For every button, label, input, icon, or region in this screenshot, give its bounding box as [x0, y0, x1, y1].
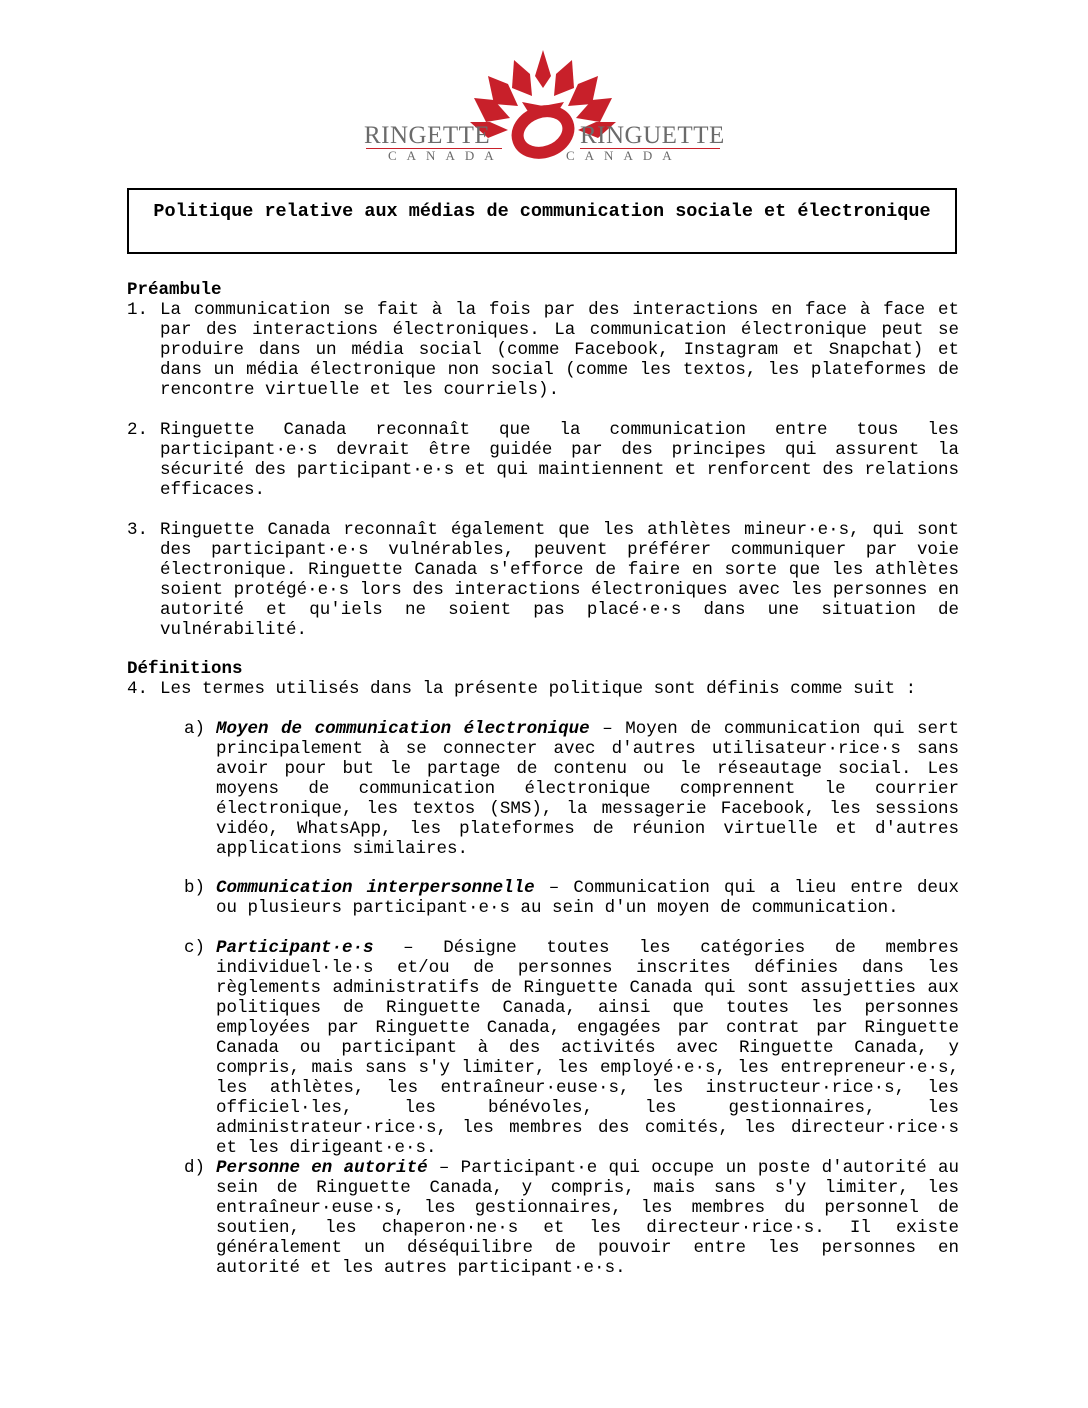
paragraph-2	[127, 420, 959, 500]
definition-c	[127, 938, 959, 1158]
definition-text: – Communication qui a lieu entre deux ou plusieurs participant·e·s au sein d'un moyen de communication.	[216, 878, 959, 918]
paragraph-3	[127, 520, 959, 640]
logo-ringette-text: RINGETTE	[364, 122, 491, 149]
definition-term: Moyen de communication électronique	[216, 719, 590, 739]
paragraph-text: La communication se fait à la fois par des interactions en face à face et par des interactions électroniques. La communication électronique peut se produire dans un média social (comme Facebook, Instagram et Snapchat) et dans un média électronique non social (comme les textos, les plateformes de rencontre virtuelle et les courriels).	[160, 300, 959, 400]
definition-letter: a)	[184, 719, 206, 739]
title-box	[127, 188, 957, 254]
definition-text: – Moyen de communication qui sert principalement à se connecter avec d'autres utilisateur·rice·s sans avoir pour but le partage de contenu ou le réseautage social. Les moyens de communication électronique comprennent le courrier électronique, les textos (SMS), la messagerie Facebook, les sessions vidéo, WhatsApp, les plateformes de réunion virtuelle et d'autres applications similaires.	[216, 719, 959, 859]
definition-term: Personne en autorité	[216, 1158, 428, 1178]
ringette-canada-logo	[362, 48, 724, 166]
definition-text: – Participant·e qui occupe un poste d'autorité au sein de Ringuette Canada, y compris, mais sans s'y limiter, les entraîneur·euse·s, les gestionnaires, les membres du personnel de soutien, les chaperon·ne·s et les directeur·rice·s. Il existe généralement un déséquilibre de pouvoir entre les personnes en autorité et les autres participant·e·s.	[216, 1158, 959, 1278]
paragraph-text: Ringuette Canada reconnaît que la communication entre tous les participant·e·s devrait être guidée par des principes qui assurent la sécurité des participant·e·s et qui maintiennent et renforcent des relations efficaces.	[160, 420, 959, 500]
definition-text: – Désigne toutes les catégories de membres individuel·le·s et/ou de personnes inscrites définies dans les règlements administratifs de Ringuette Canada qui sont assujetties aux politiques de Ringuette Canada, ainsi que toutes les personnes employées par Ringuette Canada, engagées par contrat par Ringuette Canada ou participant à des activités avec Ringuette Canada, y compris, mais sans s'y limiter, les employé·e·s, les entrepreneur·e·s, les athlètes, les entraîneur·euse·s, les instructeur·rice·s, les officiel·les, les bénévoles, les gestionnaires, les administrateur·rice·s, les membres des comités, les directeur·rice·s et les dirigeant·e·s.	[216, 938, 959, 1158]
definition-letter: c)	[184, 938, 206, 958]
definition-a	[127, 719, 959, 859]
logo-canada-right: CANADA	[566, 148, 682, 163]
definitions-heading: Définitions	[127, 659, 243, 679]
preamble-heading: Préambule	[127, 280, 222, 300]
definition-letter: b)	[184, 878, 206, 898]
paragraph-number: 2.	[127, 420, 149, 440]
definition-term: Participant·e·s	[216, 938, 374, 958]
paragraph-1	[127, 300, 959, 400]
page-title: Politique relative aux médias de communication sociale et électronique	[153, 201, 931, 222]
paragraph-text: Ringuette Canada reconnaît également que les athlètes mineur·e·s, qui sont des participant·e·s vulnérables, peuvent préférer communiquer par voie électronique. Ringuette Canada s'efforce de faire en sorte que les athlètes soient protégé·e·s lors des interactions électroniques avec les personnes en autorité et qu'iels ne soient pas placé·e·s dans une situation de vulnérabilité.	[160, 520, 959, 640]
paragraph-number: 4.	[127, 679, 149, 699]
logo-canada-left: CANADA	[388, 148, 504, 163]
definition-term: Communication interpersonnelle	[216, 878, 535, 898]
logo-ringuette-text: RINGUETTE	[580, 122, 725, 149]
definition-d	[127, 1158, 959, 1278]
paragraph-number: 3.	[127, 520, 149, 540]
paragraph-4	[127, 679, 959, 699]
definition-letter: d)	[184, 1158, 206, 1178]
definition-b	[127, 878, 959, 918]
paragraph-text: Les termes utilisés dans la présente politique sont définis comme suit :	[160, 679, 917, 699]
paragraph-number: 1.	[127, 300, 149, 320]
